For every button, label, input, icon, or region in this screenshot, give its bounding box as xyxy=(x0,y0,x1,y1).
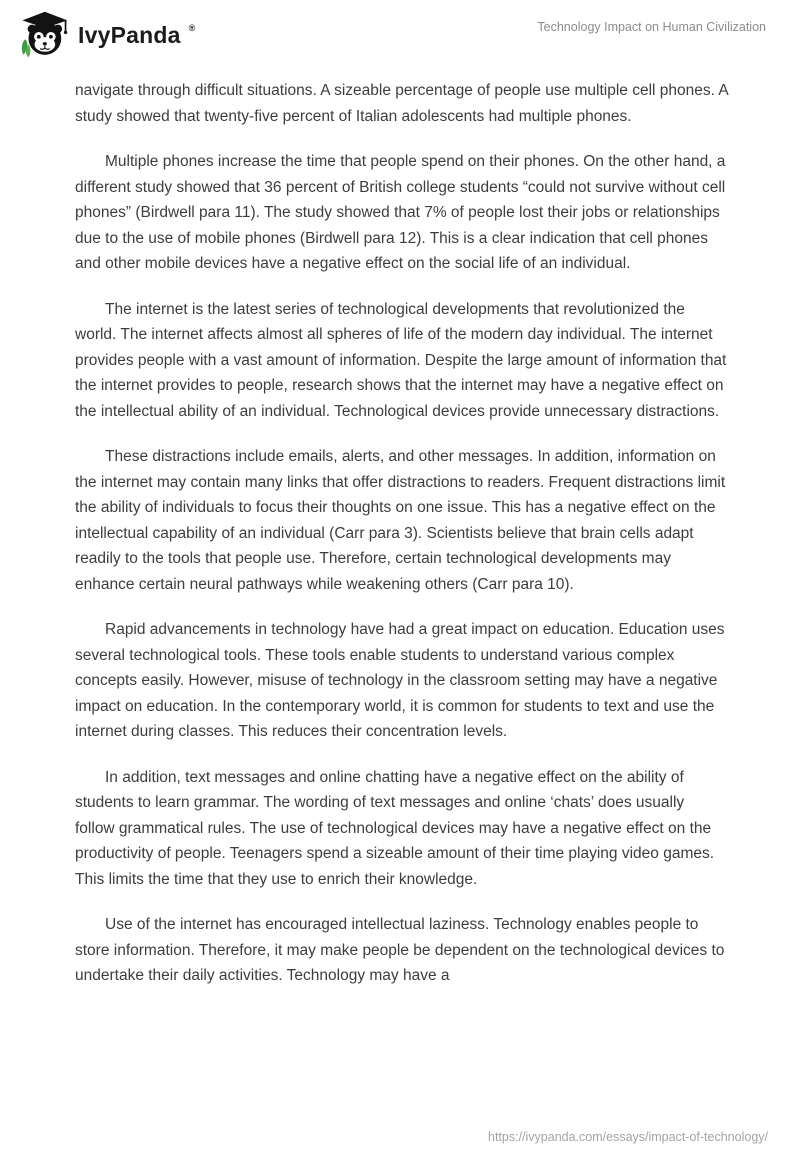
document-title: Technology Impact on Human Civilization xyxy=(537,20,766,34)
page-header xyxy=(0,0,800,58)
page-footer xyxy=(488,1128,768,1146)
brand[interactable] xyxy=(18,10,195,60)
essay-body xyxy=(75,78,728,989)
essay-paragraph: In addition, text messages and online chatting have a negative effect on the ability of students to learn grammar. The wording of text messages and online ‘chats’ does usually follow grammatical rules. The use of technological devices may have a negative effect on the productivity of people. Teenagers spend a sizeable amount of their time playing video games. This limits the time that they use to enrich their knowledge. xyxy=(75,768,715,888)
essay-paragraph: navigate through difficult situations. A sizeable percentage of people use multiple cell phones. A study showed that twenty-five percent of Italian adolescents had multiple phones. xyxy=(75,82,728,125)
source-url-link[interactable]: https://ivypanda.com/essays/impact-of-technology/ xyxy=(488,1130,768,1144)
essay-paragraph: These distractions include emails, alerts, and other messages. In addition, information on the internet may contain many links that offer distractions to readers. Frequent distractions limit the ability of individuals to focus their thoughts on one issue. This has a negative effect on the intellectual capability of an individual (Carr para 3). Scientists believe that brain cells adapt readily to the tools that people use. Therefore, certain technological developments may enhance certain neural pathways while weakening others (Carr para 10). xyxy=(75,448,726,593)
essay-paragraph: The internet is the latest series of technological developments that revolutionized the world. The internet affects almost all spheres of life of the modern day individual. The internet provides people with a vast amount of information. Despite the large amount of information that the internet provides to people, research shows that the internet may have a negative effect on the intellectual ability of an individual. Technological devices provide unnecessary distractions. xyxy=(75,300,727,420)
essay-paragraph: Multiple phones increase the time that people spend on their phones. On the other hand, a different study showed that 36 percent of British college students “could not survive without cell phones” (Birdwell para 11). The study showed that 7% of people lost their jobs or relationships due to the use of mobile phones (Birdwell para 12). This is a clear indication that cell phones and other mobile devices have a negative effect on the social life of an individual. xyxy=(75,153,726,272)
registered-mark: ® xyxy=(188,23,196,33)
brand-name: IvyPanda xyxy=(78,21,181,48)
ivypanda-panda-logo-icon xyxy=(18,10,70,60)
essay-paragraph: Rapid advancements in technology have had a great impact on education. Education uses several technological tools. These tools enable students to understand various complex concepts easily. However, misuse of technology in the classroom setting may have a negative impact on education. In the contemporary world, it is common for students to text and use the internet during classes. This reduces their concentration levels. xyxy=(75,621,725,740)
essay-paragraph: Use of the internet has encouraged intellectual laziness. Technology enables people to store information. Therefore, it may make people be dependent on the technological devices to undertake their daily activities. Technology may have a xyxy=(75,916,725,984)
